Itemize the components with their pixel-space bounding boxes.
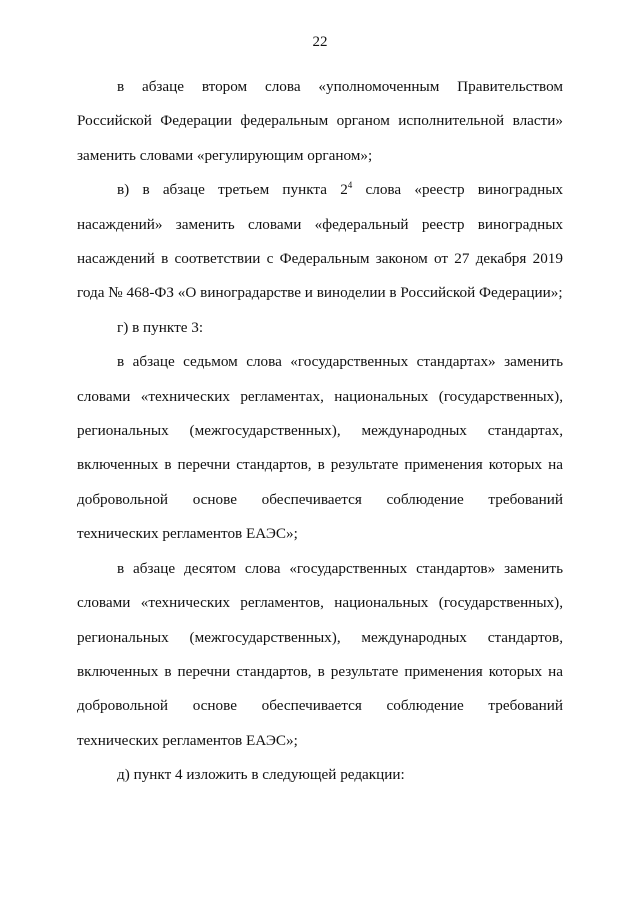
document-body bbox=[77, 70, 563, 793]
paragraph-abzac-desyatom: в абзаце десятом слова «государственных стандартов» заменить словами «технических регламентов, национальных (государственных), региональных (межгосударственных), международных стандартов, включенных в перечни стандартов, в результате применения которых на добровольной основе обеспечивается соблюдение требований технических регламентов ЕАЭС»; bbox=[77, 559, 563, 749]
paragraph-item-g: г) в пункте 3: bbox=[117, 318, 204, 336]
paragraph-item-v bbox=[77, 173, 563, 311]
paragraph-abzac-sedmom: в абзаце седьмом слова «государственных стандартах» заменить словами «технических регламентах, национальных (государственных), региональных (межгосударственных), международных стандартах, включенных в перечни стандартов, в результате применения которых на добровольной основе обеспечивается соблюдение требований технических регламентов ЕАЭС»; bbox=[77, 353, 563, 543]
paragraph-abzac-vtorom: в абзаце втором слова «уполномоченным Правительством Российской Федерации федеральным органом исполнительной власти» заменить словами «регулирующим органом»; bbox=[77, 78, 563, 164]
superscript-index: 4 bbox=[347, 180, 353, 191]
paragraph-item-v-start: в) в абзаце третьем пункта 2 bbox=[117, 181, 348, 199]
paragraph-item-d: д) пункт 4 изложить в следующей редакции: bbox=[117, 766, 405, 784]
page-number: 22 bbox=[312, 34, 328, 50]
paragraph-item-v-rest: слова «реестр виноградных насаждений» заменить словами «федеральный реестр виноградных насаждений в соответствии с Федеральным законом от 27 декабря 2019 года № 468-ФЗ «О виноградарстве и виноделии в Российской Федерации»; bbox=[77, 181, 563, 302]
